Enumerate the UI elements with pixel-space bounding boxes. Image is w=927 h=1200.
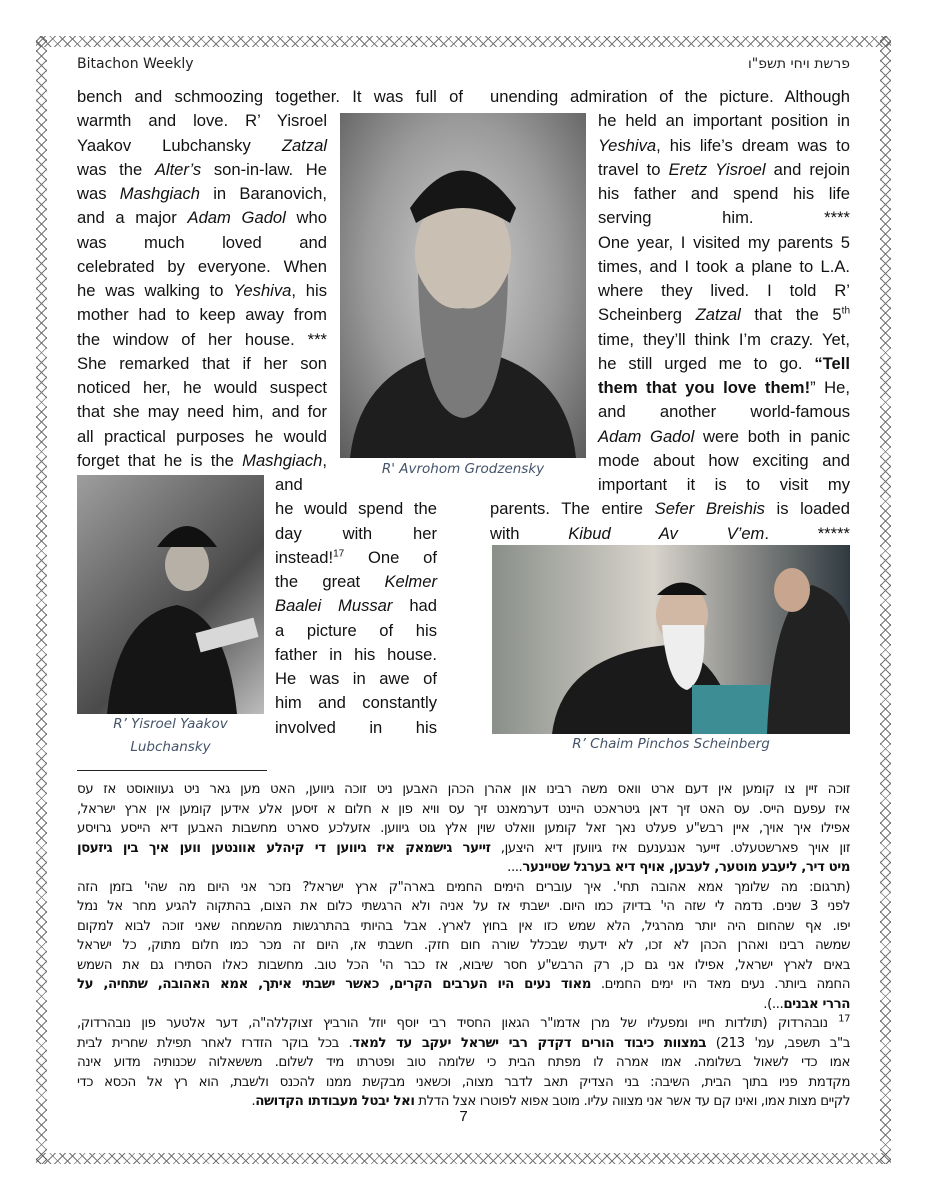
text-run: day with her	[275, 523, 437, 543]
photo-caption-grodzensky: R' Avrohom Grodzensky	[381, 461, 545, 477]
parsha-title: פרשת ויחי תשפ"ו	[747, 56, 850, 72]
text-line	[598, 425, 850, 449]
text-line	[490, 497, 850, 521]
footnote-line	[77, 1053, 850, 1073]
text-line	[77, 425, 327, 449]
text-run: Kibud Av V’em	[568, 523, 765, 543]
text-run: מקדמת פניו בתוך הבית, השיבה: בני הצדיק תאב לדבר מצוה, וכשאני מבקשת ממנו להכנס ולשבת, הוא רץ אל הכסא כדי	[77, 1074, 850, 1090]
text-run: לקיים מצות אמו, ואינו קם עד אשר אני מצווה עליו. מוטב אפוא לפוטרו אצל הדלת	[414, 1094, 850, 1109]
text-run: son-in-law. He	[201, 159, 327, 179]
text-line	[77, 328, 327, 352]
text-run: Yeshiva	[598, 135, 657, 155]
text-line	[490, 85, 850, 109]
text-line	[598, 352, 850, 376]
text-line	[598, 303, 850, 327]
text-line	[598, 255, 850, 279]
text-run: , his	[291, 281, 327, 300]
footnote-line	[77, 819, 850, 839]
text-run: had	[392, 596, 437, 616]
text-run: ...).	[763, 996, 784, 1012]
text-line	[77, 109, 327, 133]
decorative-border-right	[880, 36, 891, 1164]
text-run: the great	[275, 572, 385, 591]
text-run: Zatzal	[695, 305, 741, 325]
text-line	[77, 449, 327, 473]
footnote-line	[77, 917, 850, 937]
footnote-line	[77, 780, 850, 800]
text-line	[275, 667, 437, 691]
decorative-border-bottom	[36, 1153, 891, 1164]
text-run: parents. The entire	[490, 499, 655, 519]
text-run: . *****	[764, 523, 850, 543]
text-run: he would spend the	[275, 499, 437, 519]
text-line	[598, 473, 850, 497]
text-run: “Tell	[814, 353, 850, 373]
publication-title: Bitachon Weekly	[77, 56, 194, 72]
text-run: Baalei Mussar	[275, 596, 393, 616]
text-run: serving him. ****	[598, 208, 850, 228]
text-run: אמו כדי לשאול בשלומה. אמו אמרה לו מפתח הבית כי שלומה טוב ופטרתו מיד לשלום. מששאלוה שכנותיה מדוע אינה	[77, 1055, 850, 1070]
text-run: involved in his	[275, 717, 437, 737]
text-line	[275, 522, 437, 546]
text-run: החמה ביותר. נעים מאד היו ימים החמים.	[590, 977, 850, 992]
portrait-figure-icon	[340, 113, 586, 458]
footnote-line	[77, 897, 850, 917]
text-run: במצוות כיבוד הורים דקדק רבי ישראל יעקב עד למאד	[352, 1035, 707, 1051]
text-line	[598, 279, 850, 303]
text-run: איז עפעם הייס. עס האט זיך דאן גיטראכט היינט דערמאנט זיך עס וויא פון א חלום א זיסען אלע אידען קומען אין ארץ ישראל,	[77, 801, 850, 817]
text-line	[77, 158, 327, 182]
text-run: he held an important position in	[598, 111, 850, 131]
text-line	[275, 594, 437, 618]
text-line	[598, 376, 850, 400]
text-line	[275, 716, 437, 740]
text-line	[77, 134, 327, 158]
text-run: Adam Gadol	[187, 208, 286, 228]
text-line	[598, 449, 850, 473]
footnote-line	[77, 800, 850, 820]
text-run: נובהרדוק (תולדות חייו ומפעליו של מרן אדמו"ר הגאון החסיד רבי יוסף יוזל הורביץ זצוקללה"ה, דער אלטער פון נובהרדוק,	[77, 1016, 839, 1031]
text-run: important it is to visit my	[598, 475, 850, 494]
text-run: and another world-famous	[598, 402, 850, 422]
text-run: Zatzal	[281, 135, 327, 155]
text-line	[598, 158, 850, 182]
text-line	[275, 643, 437, 667]
text-run: father in his house.	[275, 644, 437, 664]
photo-caption-lubchansky-line1: R’ Yisroel Yaakov	[113, 716, 228, 732]
photo-caption-lubchansky-line2: Lubchansky	[130, 739, 211, 755]
text-line	[598, 231, 850, 255]
text-line	[598, 328, 850, 352]
text-run: אפילו איך אויך, איין רבש"ע פעלט נאך זאל קומען וואלט שוין אלץ גוט גיווען. אזעלכע סארט מחשבות האבען דיא הייסע גרויסע	[77, 821, 850, 836]
text-run: יפו. אף שהחום היה יותר מהרגיל, הלא שמש כזו אין בחוץ לארץ. אבל בהיותי בהתרגשות מהשמחה שאני זוכה לבוא למקום	[77, 918, 850, 934]
footnote-line	[77, 936, 850, 956]
text-line	[598, 109, 850, 133]
text-run: He was in awe of	[275, 669, 437, 688]
text-line	[77, 303, 327, 327]
text-line	[598, 206, 850, 230]
text-run: a picture of his	[275, 620, 437, 640]
text-run: he was walking to	[77, 281, 234, 300]
text-run: warmth and love. R’ Yisroel	[77, 111, 327, 131]
photo-grodzensky	[340, 113, 586, 458]
text-run: Kelmer	[384, 572, 437, 591]
text-run: noticed her, he would suspect	[77, 378, 327, 397]
text-run: where they lived. I told R’	[598, 281, 850, 300]
text-run: was much loved and	[77, 232, 327, 252]
text-run: , his life’s dream was to	[656, 135, 850, 155]
text-run: travel to	[598, 159, 669, 179]
text-run: . בכל בוקר הזדרז לאחר תפילת שחרית לבית	[77, 1035, 353, 1051]
text-line	[77, 255, 327, 279]
text-line	[77, 376, 327, 400]
text-run: Mashgiach	[242, 450, 323, 470]
text-run: were both in panic	[694, 426, 850, 446]
text-run: זון אויך פארשטעלט. זייער אנגענעם איז גיוועזן דיא היצען,	[490, 840, 851, 856]
text-run: She remarked that if her son	[77, 353, 327, 373]
text-run: and rejoin	[765, 159, 850, 179]
text-run: celebrated by everyone. When	[77, 256, 327, 276]
text-run: ” He,	[810, 378, 850, 397]
footnote-separator	[77, 770, 267, 771]
footnote-line	[77, 975, 850, 995]
text-run: that she may need him, and for	[77, 402, 327, 422]
text-line	[275, 570, 437, 594]
photo-lubchansky	[77, 475, 264, 714]
footnote-reference: 17	[333, 548, 345, 560]
text-run: ,	[322, 450, 327, 470]
text-run: Yeshiva	[233, 281, 292, 300]
text-run: forget that he is the	[77, 450, 243, 470]
text-line	[77, 182, 327, 206]
text-run: was the	[77, 159, 155, 179]
text-run: ב"ב תשפב, עמ' 213)	[706, 1035, 851, 1051]
text-run: in Baranovich,	[200, 184, 328, 203]
footnote-line	[77, 839, 850, 859]
text-run: (תרגום: מה שלומך אמא אהובה תחי'. איך עוברים הימים החמים בארה"ק ארץ ישראל? נזכר אני היום מה שהי' בזמן הזה	[77, 879, 850, 895]
text-run: One of	[344, 547, 437, 567]
page-number: 7	[459, 1108, 468, 1125]
text-run: ....	[507, 860, 523, 875]
footnote-line	[77, 1034, 850, 1054]
text-run: Alter’s	[154, 159, 202, 179]
text-run: שמשה רבינו ואהרן הכהן לא זכו, לא ידעתי שבכלל שורה חום חזק. חשבתי אז, היום זה מכר כמו חלום מתוק, כל ישראל	[77, 938, 850, 953]
portrait-figure-icon	[77, 475, 264, 714]
text-run: and	[275, 475, 303, 494]
text-run: him and constantly	[275, 693, 437, 713]
text-line	[598, 182, 850, 206]
text-line	[275, 691, 437, 715]
text-run: was	[77, 184, 120, 203]
photo-scheinberg	[492, 545, 850, 734]
text-line	[77, 231, 327, 255]
text-run: bench and schmoozing together. It was full of	[77, 87, 463, 106]
text-run: מיט דיר, ליעבע מוטער, לעבען, אויף דיא בערגל שטיינער	[522, 860, 850, 875]
text-run: Mashgiach	[119, 184, 200, 203]
text-run: זוכה זיין צו קומען אין דעם ארט וואס משה רבינו און אהרן הכהן האבען ניט זוכה גיווען, האט מען גאר ניט געוואוסט אז עס	[77, 782, 850, 797]
text-run: mother had to keep away from	[77, 305, 327, 325]
text-run: that the 5	[740, 305, 842, 325]
text-line	[275, 497, 437, 521]
text-line	[77, 352, 327, 376]
text-run: all practical purposes he would	[77, 426, 327, 446]
text-run: Sefer Breishis	[654, 499, 765, 519]
text-run: לפני 3 שנים. נדמה לי שזה הי' בדיוק כמו היום. ישבתי אז על אניה ולא הרגשתי כלום את הצום, בהתקוה להגיע מחר אל נמל	[77, 899, 851, 914]
text-line	[275, 619, 437, 643]
footnote-line	[77, 956, 850, 976]
text-run: מאוד נעים היו הערבים הקרים, כאשר ישבתי איתך, אמא האהובה, שתחיה, על	[77, 977, 591, 992]
text-line	[598, 400, 850, 424]
text-line	[77, 279, 327, 303]
text-run: Yaakov Lubchansky	[77, 135, 282, 155]
text-run: times, and I took a plane to L.A.	[598, 256, 850, 276]
text-run: time, they’ll think I’m crazy. Yet,	[598, 329, 850, 349]
footnote-line	[77, 878, 850, 898]
decorative-border-top	[36, 36, 891, 47]
footnote-line	[77, 858, 850, 878]
text-run: ואל יבטל מעבודתו הקדושה	[255, 1094, 415, 1109]
portrait-figure-icon	[492, 545, 850, 734]
text-run: Adam Gadol	[598, 426, 695, 446]
text-run: .	[251, 1094, 256, 1109]
text-line	[77, 85, 463, 109]
decorative-border-left	[36, 36, 47, 1164]
text-run: mode about how exciting and	[598, 450, 850, 470]
text-run: with	[490, 523, 569, 543]
text-run: באים לארץ ישראל, אפילו אני גם כן, רק הרבש"ע חסר שיבוא, אז כבר הי' הכל טוב. מחשבות כאלו הסתירו גם את השמש	[77, 957, 850, 973]
text-run: them that you love them!	[598, 378, 811, 397]
text-line	[77, 400, 327, 424]
text-run: and a major	[77, 208, 188, 228]
footnote-line	[77, 995, 850, 1015]
text-run: his father and spend his life	[598, 184, 850, 203]
text-run: the window of her house. ***	[77, 329, 327, 349]
text-run: unending admiration of the picture. Although	[490, 87, 850, 106]
text-run: is loaded	[764, 499, 850, 519]
text-run: One year, I visited my parents 5	[598, 232, 850, 252]
text-run: הררי אבנים	[783, 996, 850, 1012]
footnote-reference: th	[841, 305, 851, 317]
text-run: he still urged me to go.	[598, 353, 815, 373]
text-line	[77, 206, 327, 230]
footnote-line	[77, 1073, 850, 1093]
text-run: זייער גישמאק איז גיווען די קיהלע אוונטען ווען איך בין גיזעסן	[77, 840, 491, 856]
photo-caption-scheinberg: R’ Chaim Pinchos Scheinberg	[572, 736, 770, 752]
text-line	[490, 522, 850, 546]
text-run: who	[285, 208, 327, 228]
footnote-line	[77, 1014, 850, 1034]
text-run: Scheinberg	[598, 305, 696, 325]
footnote-reference: 17	[838, 1013, 850, 1025]
text-line	[275, 546, 437, 570]
text-run: Eretz Yisroel	[668, 159, 766, 179]
text-run: instead!	[275, 547, 334, 567]
text-line	[598, 134, 850, 158]
